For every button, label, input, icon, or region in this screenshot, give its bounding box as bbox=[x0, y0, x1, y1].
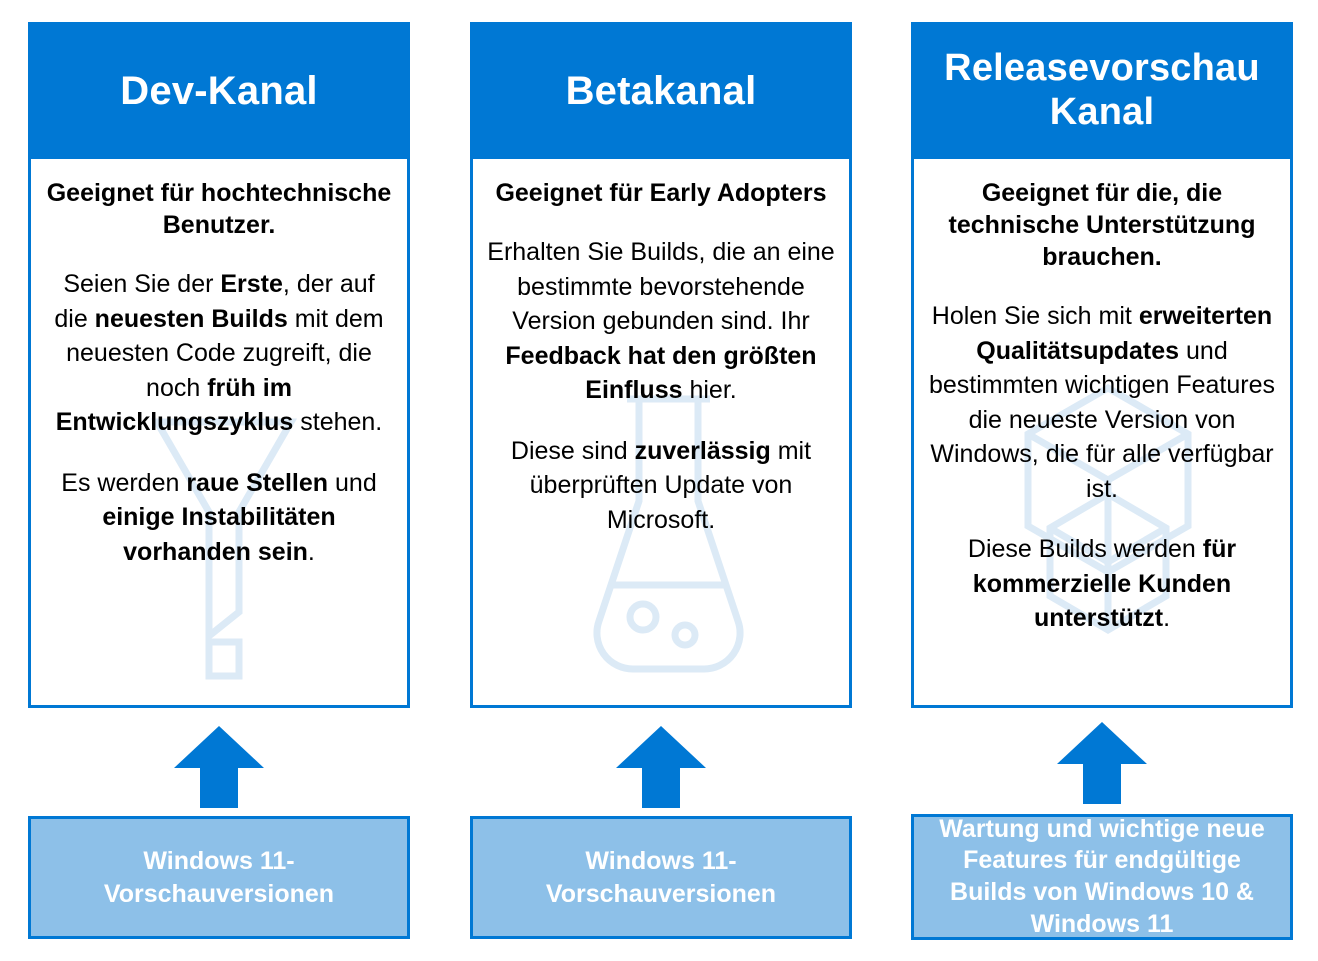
channel-paragraph-dev-2: Es werden raue Stellen und einige Instabilitäten vorhanden sein. bbox=[61, 468, 377, 566]
channel-column-release-preview bbox=[911, 0, 1293, 961]
channel-column-dev bbox=[28, 0, 410, 961]
channel-lead-release-preview: Geeignet für die, die technische Unterstützung brauchen. bbox=[948, 179, 1256, 271]
channel-title-dev: Dev-Kanal bbox=[120, 68, 318, 113]
channel-body-inner-release-preview bbox=[914, 159, 1290, 636]
channel-paragraph-beta-2: Diese sind zuverlässig mit überprüften Update von Microsoft. bbox=[510, 436, 812, 534]
channel-title-release-preview: Releasevorschau Kanal bbox=[944, 46, 1260, 133]
channel-header-dev bbox=[28, 22, 410, 159]
channel-body-inner-dev bbox=[31, 159, 407, 569]
channel-lead-beta: Geeignet für Early Adopters bbox=[495, 179, 827, 207]
channel-paragraph-dev-1: Seien Sie der Erste, der auf die neuesten Builds mit dem neuesten Code zugreift, die noch früh im Entwicklungszyklus stehen. bbox=[54, 270, 384, 436]
channel-header-release-preview bbox=[911, 22, 1293, 159]
up-arrow-icon-dev bbox=[174, 726, 264, 808]
channel-header-beta bbox=[470, 22, 852, 159]
channel-footer-beta bbox=[470, 816, 852, 939]
channel-footer-label-dev: Windows 11-Vorschauversionen bbox=[103, 847, 335, 908]
channel-title-beta: Betakanal bbox=[565, 68, 757, 113]
channel-body-inner-beta bbox=[473, 159, 849, 537]
channel-footer-label-beta: Windows 11-Vorschauversionen bbox=[545, 847, 777, 908]
up-arrow-icon-release-preview bbox=[1057, 722, 1147, 804]
channel-paragraph-beta-1: Erhalten Sie Builds, die an eine bestimmte bevorstehende Version gebunden sind. Ihr Feedback hat den größten Einfluss hier. bbox=[487, 238, 835, 404]
channel-footer-label-release-preview: Wartung und wichtige neue Features für endgültige Builds von Windows 10 & Windows 11 bbox=[939, 814, 1265, 938]
channel-footer-dev bbox=[28, 816, 410, 939]
up-arrow-icon-beta bbox=[616, 726, 706, 808]
channel-body-beta bbox=[470, 159, 852, 708]
channel-paragraph-release-preview-1: Holen Sie sich mit erweiterten Qualitätsupdates und bestimmten wichtigen Features die neueste Version von Windows, die für alle verfügbar ist. bbox=[929, 302, 1275, 503]
channel-paragraph-release-preview-2: Diese Builds werden für kommerzielle Kunden unterstützt. bbox=[967, 535, 1237, 632]
channel-body-dev bbox=[28, 159, 410, 708]
channel-body-release-preview bbox=[911, 159, 1293, 708]
channel-footer-release-preview bbox=[911, 814, 1293, 940]
channel-lead-dev: Geeignet für hochtechnische Benutzer. bbox=[46, 179, 392, 239]
channel-column-beta bbox=[470, 0, 852, 961]
